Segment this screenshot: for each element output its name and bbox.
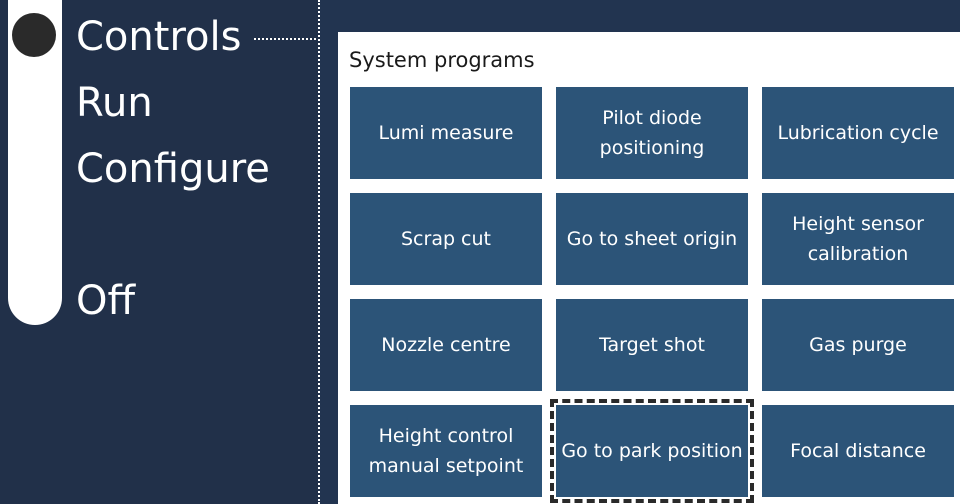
pilot-diode-positioning-button[interactable]: Pilot diode positioning [556,87,748,179]
height-control-manual-setpoint-button[interactable]: Height control manual setpoint [350,405,542,497]
mode-controls-label[interactable]: Controls [76,14,242,60]
scrap-cut-button[interactable]: Scrap cut [350,193,542,285]
program-button-grid [350,87,954,497]
go-to-sheet-origin-button[interactable]: Go to sheet origin [556,193,748,285]
lumi-measure-button[interactable]: Lumi measure [350,87,542,179]
mode-configure-label[interactable]: Configure [76,146,270,192]
mode-selector-knob[interactable] [12,13,56,57]
mode-off-label[interactable]: Off [76,278,136,324]
focal-distance-button[interactable]: Focal distance [762,405,954,497]
mode-run-label[interactable]: Run [76,80,153,126]
mode-selector-pane [0,0,318,504]
selected-mode-leader-line [254,38,316,40]
nozzle-centre-button[interactable]: Nozzle centre [350,299,542,391]
gas-purge-button[interactable]: Gas purge [762,299,954,391]
target-shot-button[interactable]: Target shot [556,299,748,391]
system-programs-panel [338,32,960,504]
height-sensor-calibration-button[interactable]: Height sensor calibration [762,193,954,285]
lubrication-cycle-button[interactable]: Lubrication cycle [762,87,954,179]
panel-title: System programs [349,48,535,72]
go-to-park-position-button[interactable]: Go to park position [556,405,748,497]
